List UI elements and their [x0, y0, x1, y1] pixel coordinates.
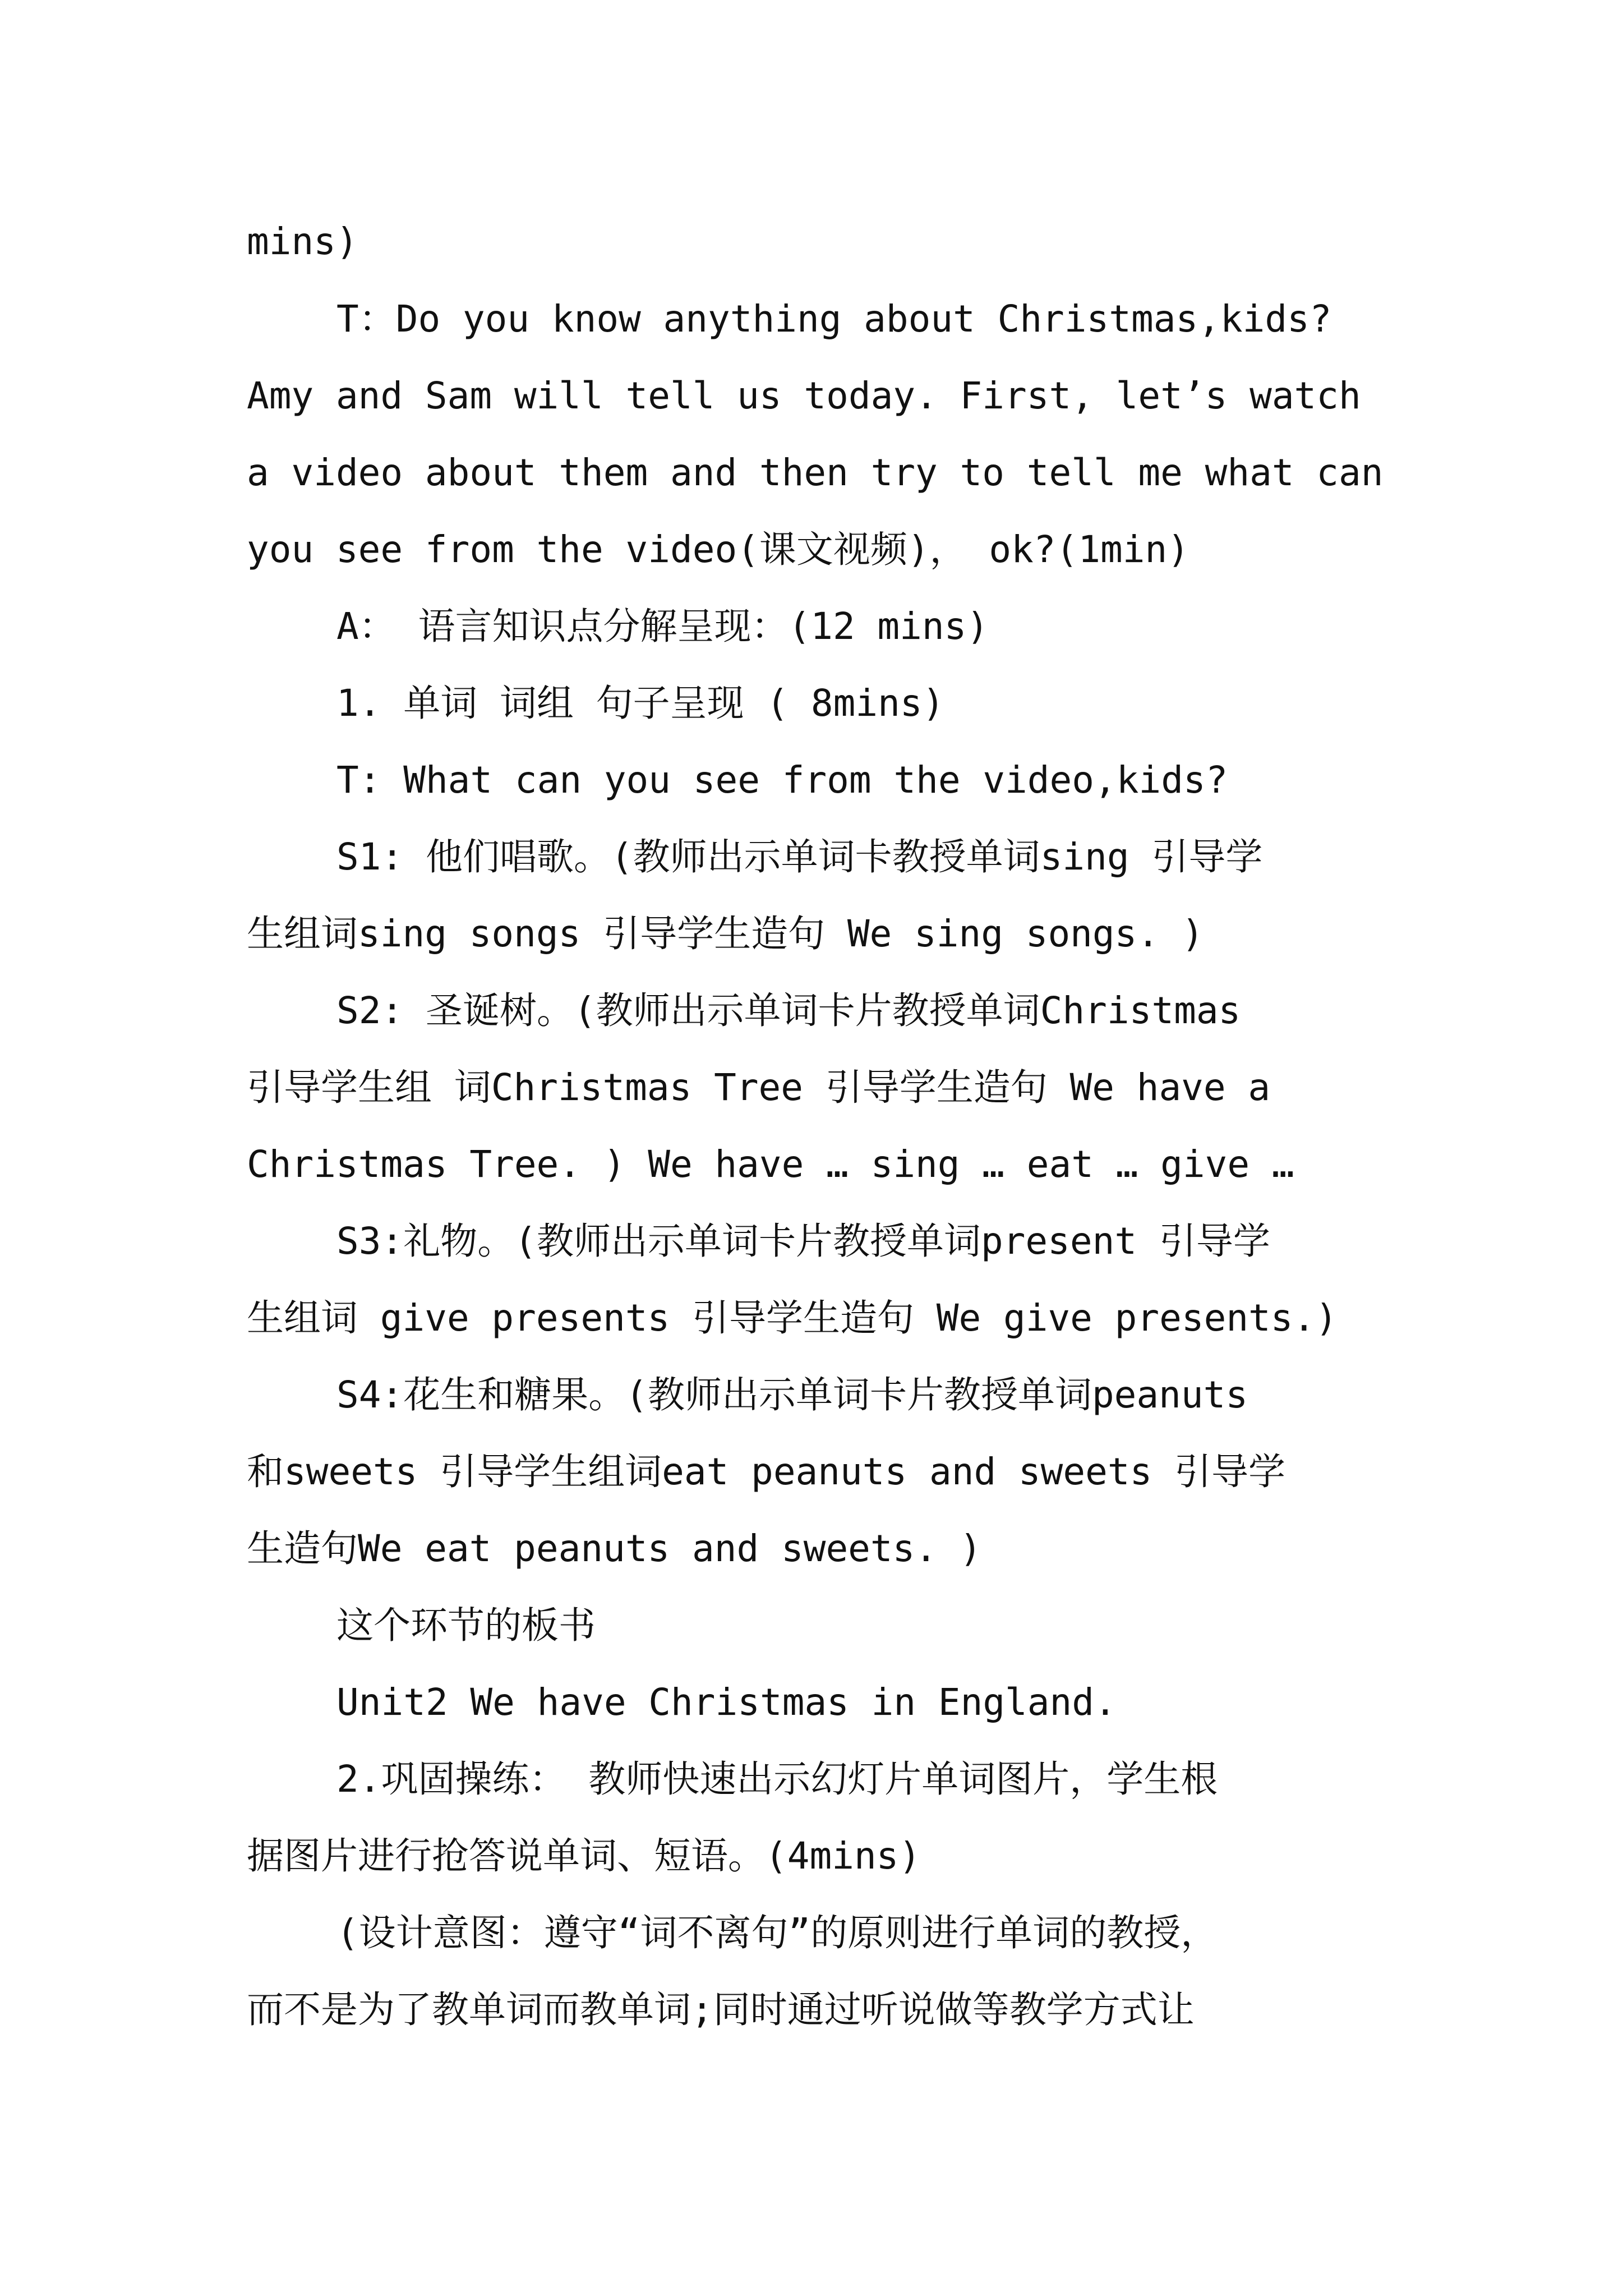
- text-line-s2-tree: Christmas Tree. ) We have … sing … eat … give …: [247, 1143, 1294, 1186]
- text-line-design-intent-cont: 而不是为了教单词而教单词;同时通过听说做等教学方式让: [247, 1988, 1195, 2031]
- text-line-s3-cont: 生组词 give presents 引导学生造句 We give presents.): [247, 1296, 1338, 1340]
- text-line-teacher-question: T：Do you know anything about Christmas,kids?: [336, 297, 1332, 341]
- text-line-s2-cont: 引导学生组 词Christmas Tree 引导学生造句 We have a: [247, 1066, 1271, 1109]
- text-line-step-2: 2.巩固操练： 教师快速出示幻灯片单词图片，学生根: [336, 1757, 1218, 1801]
- text-line-design-intent: (设计意图：遵守“词不离句”的原则进行单词的教授，: [336, 1911, 1218, 1954]
- text-line-video-see: you see from the video(课文视频)， ok?(1min): [247, 528, 1190, 571]
- text-line-step-1: 1. 单词 词组 句子呈现 ( 8mins): [336, 682, 945, 725]
- text-line-step-2-cont: 据图片进行抢答说单词、短语。(4mins): [247, 1834, 921, 1878]
- text-line-mins: mins): [247, 220, 358, 263]
- text-line-s1-cont: 生组词sing songs 引导学生造句 We sing songs. ): [247, 912, 1204, 955]
- text-line-amy-sam: Amy and Sam will tell us today. First, let’s watch: [247, 374, 1361, 417]
- text-line-s2: S2: 圣诞树。(教师出示单词卡片教授单词Christmas: [336, 989, 1241, 1032]
- text-line-s4-sentence: 生造句We eat peanuts and sweets. ): [247, 1527, 982, 1570]
- text-line-board-heading: 这个环节的板书: [336, 1604, 596, 1647]
- text-line-video: a video about them and then try to tell me what can: [247, 451, 1384, 494]
- text-line-section-a: A： 语言知识点分解呈现：(12 mins): [336, 605, 989, 648]
- text-line-teacher-what: T: What can you see from the video,kids?: [336, 758, 1228, 802]
- text-line-s4: S4:花生和糖果。(教师出示单词卡片教授单词peanuts: [336, 1373, 1248, 1416]
- text-line-unit-title: Unit2 We have Christmas in England.: [336, 1681, 1117, 1724]
- text-line-s1: S1: 他们唱歌。(教师出示单词卡教授单词sing 引导学: [336, 835, 1263, 878]
- text-line-s3: S3:礼物。(教师出示单词卡片教授单词present 引导学: [336, 1220, 1270, 1263]
- text-line-s4-cont: 和sweets 引导学生组词eat peanuts and sweets 引导学: [247, 1450, 1286, 1493]
